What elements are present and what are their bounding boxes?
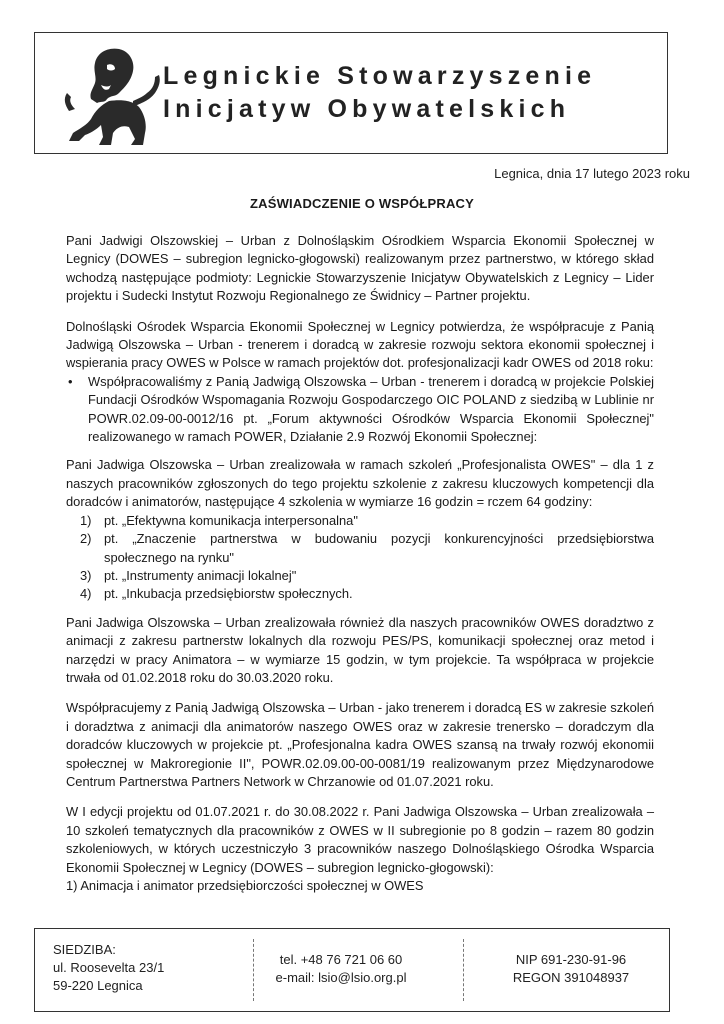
address-label: SIEDZIBA: [53,942,116,957]
list-text: pt. „Inkubacja przedsiębiorstw społecznych. [104,586,353,602]
list-item [66,512,654,530]
address-city: 59-220 Legnica [53,978,143,993]
training-list [66,512,654,604]
list-text: pt. „Instrumenty animacji lokalnej" [104,567,297,583]
regon: REGON 391048937 [512,970,630,985]
nip: NIP 691-230-91-96 [515,952,627,967]
letterhead [34,32,668,154]
org-name-line2: Inicjatyw Obywatelskich [163,95,571,123]
address-street: ul. Roosevelta 23/1 [53,960,165,975]
paragraph-training: Pani Jadwiga Olszowska – Urban zrealizowała w ramach szkoleń „Profesjonalista OWES" – dla 1 z naszych pracowników zgłoszonych do tego projektu szkolenie z zakresu kluczowych kompetencji dla doradców i animatorów, następujące 4 szkolenia w wymiarze 16 godzin = rczem 64 godziny: [66,457,654,510]
footer-registration [491,951,651,987]
paragraph-intro: Pani Jadwigi Olszowskiej – Urban z Dolnośląskim Ośrodkiem Wsparcia Ekonomii Społecznej w Legnicy (DOWES – subregion legnicko-głogowski) realizowanym przez partnerstwo, w którego skład wchodzą następujące podmioty: Legnickie Stowarzyszenie Inicjatyw Obywatelskich z Legnicy – Lider projektu i Sudecki Instytut Rozwoju Regionalnego ze Świdnicy – Partner projektu. [66,233,654,304]
list-number: 3) [80,567,92,583]
list-number: 2) [80,531,92,547]
list-text: pt. „Znaczenie partnerstwa w budowaniu pozycji konkurencyjności przedsiębiorstwa społecznego na rynku" [104,531,654,565]
divider [463,939,464,1001]
list-number: 4) [80,586,92,602]
paragraph-cooperation: Współpracujemy z Panią Jadwigą Olszowska – Urban - jako trenerem i doradcą ES w zakresie szkoleń i doradztwa z animacji dla animatorów naszego OWES oraz w zakresie trenersko – doradczym dla doradców kluczowych w projekcie pt. „Profesjonalna kadra OWES szansą na trwały rozwój ekonomii społecznej w Makroregionie II", POWR.02.09.00-00-0081/19 realizowanym przez Międzynarodowe Centrum Partnerstwa Partners Network w Chrzanowie od 01.07.2021 roku. [66,700,654,789]
footer-address [53,941,164,995]
footer-contact [271,951,411,987]
list-item [66,585,654,603]
org-name-line1: Legnickie Stowarzyszenie [163,62,597,90]
list-item [66,530,654,567]
paragraph-first-edition: W I edycji projektu od 01.07.2021 r. do 30.08.2022 r. Pani Jadwiga Olszowska – Urban zrealizowała – 10 szkoleń tematycznych dla pracowników z OWES w II subregionie po 8 godzin – razem 80 godzin szkoleniowych, w których uczestniczyło 3 pracowników naszego Dolnośląskiego Ośrodka Wsparcia Ekonomii Społecznej w Legnicy (DOWES – subregion legnicko-głogowski): [66,804,654,875]
bullet-icon: • [68,373,73,389]
phone: tel. +48 76 721 06 60 [279,952,403,967]
first-edition-item: 1) Animacja i animator przedsiębiorczości społecznej w OWES [66,878,424,893]
document-date: Legnica, dnia 17 lutego 2023 roku [494,166,690,181]
organization-name [163,60,596,126]
list-item [66,567,654,585]
list-number: 1) [80,512,92,528]
paragraph-confirmation: Dolnośląski Ośrodek Wsparcia Ekonomii Społecznej w Legnicy potwierdza, że współpracuje z Panią Jadwigą Olszowska – Urban - trenerem i doradcą w zakresie rozwoju sektora ekonomii społecznej i wspierania pracy OWES w Polsce w ramach projektów dot. profesjonalizacji kadr OWES od 2018 roku: [66,318,654,371]
list-text: pt. „Efektywna komunikacja interpersonalna" [104,512,358,528]
footer [34,928,670,1012]
document-title: ZAŚWIADCZENIE O WSPÓŁPRACY [249,196,475,211]
list-item [66,373,654,447]
bullet-list [66,373,654,447]
email: e-mail: lsio@lsio.org.pl [275,970,407,985]
document-body [66,232,654,895]
bullet-text: Współpracowaliśmy z Panią Jadwigą Olszowska – Urban - trenerem i doradcą w projekcie Polskiej Fundacji Ośrodków Wspomagania Rozwoju Gospodarczego OIC POLAND z siedzibą w Lublinie nr POWR.02.09-00-0012/16 pt. „Forum aktywności Ośrodków Wsparcia Ekonomii Społecznej" realizowanego w ramach POWER, Działanie 2.9 Rozwój Ekonomii Społecznej: [88,373,654,445]
paragraph-advisory: Pani Jadwiga Olszowska – Urban zrealizowała również dla naszych pracowników OWES doradztwo z animacji z zakresu partnerstw lokalnych dla rozwoju PES/PS, komunikacji społecznej oraz metod i narzędzi w pracy Animatora – w wymiarze 15 godzin, w tym projekcie. Ta współpraca w projekcie trwała od 01.02.2018 roku do 30.03.2020 roku. [66,614,654,685]
lion-icon [49,41,169,149]
divider [253,939,254,1001]
